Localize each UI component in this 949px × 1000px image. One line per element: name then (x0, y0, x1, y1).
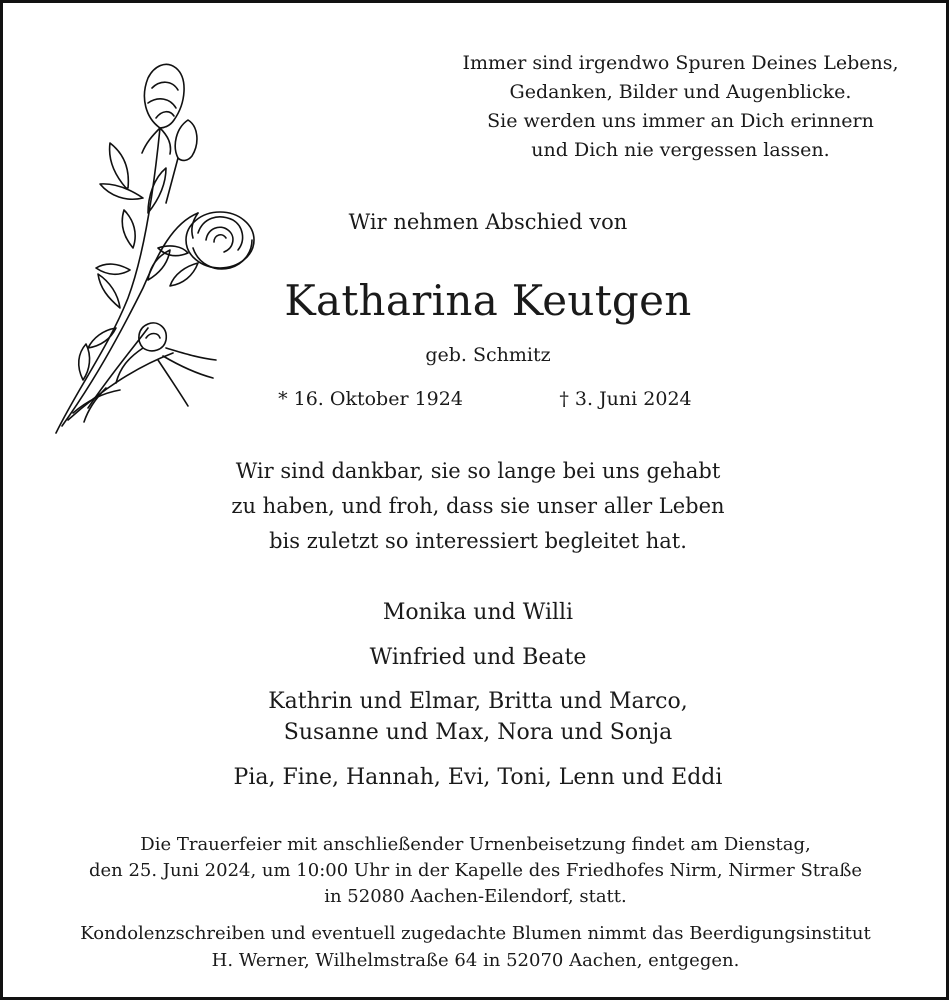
poem-line: Sie werden uns immer an Dich erinnern (487, 110, 874, 132)
birth-date: * 16. Oktober 1924 (278, 388, 463, 410)
rose-icon (48, 48, 273, 443)
family-line-2: Winfried und Beate (369, 645, 587, 670)
poem-line: und Dich nie vergessen lassen. (531, 139, 830, 161)
condolence-info (23, 920, 928, 974)
intro-text: Wir nehmen Abschied von (348, 210, 628, 234)
deceased-name: Katharina Keutgen (284, 276, 692, 325)
poem-line: Gedanken, Bilder und Augenblicke. (509, 81, 852, 103)
maiden-name: geb. Schmitz (425, 344, 551, 366)
family-line-3 (153, 686, 803, 748)
service-line: Die Trauerfeier mit anschließender Urnenbeisetzung findet am Dienstag, (140, 834, 811, 855)
poem (433, 49, 928, 165)
condolence-line: H. Werner, Wilhelmstraße 64 in 52070 Aachen, entgegen. (211, 950, 740, 971)
condolence-line: Kondolenzschreiben und eventuell zugedachte Blumen nimmt das Beerdigungsinstitut (80, 923, 871, 944)
service-line: in 52080 Aachen-Eilendorf, statt. (324, 886, 627, 907)
gratitude-line: Wir sind dankbar, sie so lange bei uns gehabt (235, 459, 721, 483)
death-date: † 3. Juni 2024 (559, 388, 692, 410)
family-line-1: Monika und Willi (382, 600, 574, 625)
family-line-4: Pia, Fine, Hannah, Evi, Toni, Lenn und Eddi (233, 765, 723, 790)
service-line: den 25. Juni 2024, um 10:00 Uhr in der Kapelle des Friedhofes Nirm, Nirmer Straße (88, 860, 863, 881)
gratitude-line: bis zuletzt so interessiert begleitet hat. (269, 529, 687, 553)
gratitude-line: zu haben, und froh, dass sie unser aller Leben (231, 494, 725, 518)
gratitude-text (153, 454, 803, 559)
service-info (23, 832, 928, 910)
family-line-3a: Kathrin und Elmar, Britta und Marco, (268, 689, 688, 714)
family-line-3b: Susanne und Max, Nora und Sonja (283, 720, 673, 745)
poem-line: Immer sind irgendwo Spuren Deines Lebens, (462, 52, 899, 74)
